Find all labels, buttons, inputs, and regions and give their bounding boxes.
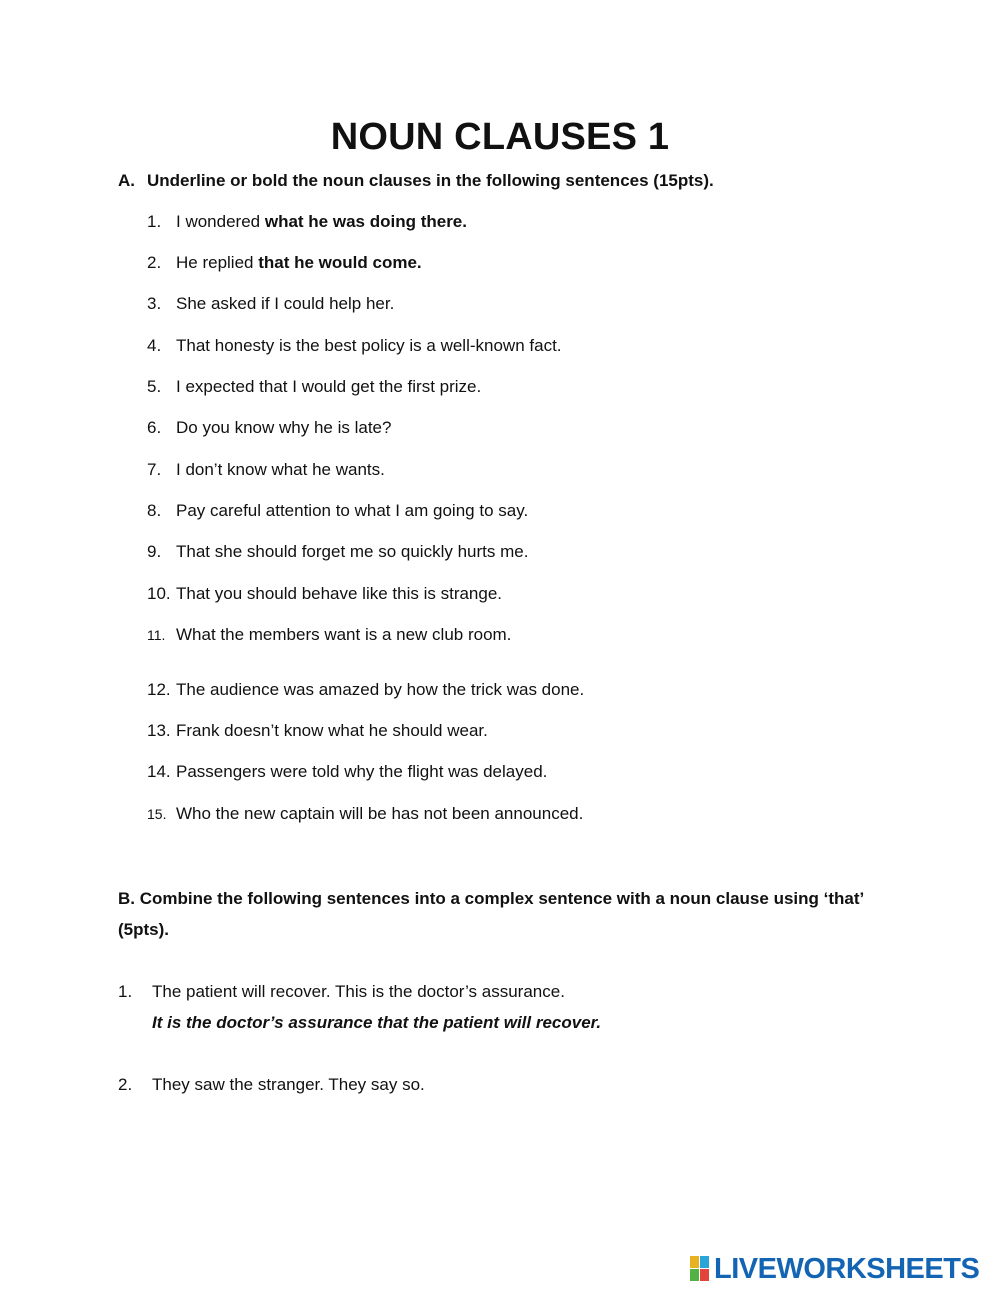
section-a-item [147, 460, 385, 480]
sentence-text[interactable]: Pay careful attention to what I am going to say. [176, 501, 529, 520]
item-number: 1. [147, 212, 162, 231]
item-number: 11. [147, 627, 166, 643]
item-number: 13. [147, 721, 171, 740]
section-a-item [147, 762, 547, 782]
section-a-item [147, 501, 528, 521]
sentence-text[interactable]: Who the new captain will be has not been announced. [176, 804, 584, 823]
section-a-item [147, 336, 562, 356]
sentence-text[interactable]: Do you know why he is late? [176, 418, 392, 437]
answer-text[interactable]: It is the doctor’s assurance that the patient will recover. [152, 1013, 602, 1032]
section-a-item [147, 680, 584, 700]
item-number: 2. [118, 1075, 133, 1094]
sentence-text[interactable]: I wondered [176, 212, 265, 231]
noun-clause-bold[interactable]: that he would come. [258, 253, 422, 272]
item-number: 10. [147, 584, 171, 603]
page-title: NOUN CLAUSES 1 [330, 116, 670, 158]
sentence-text[interactable]: That honesty is the best policy is a well-known fact. [176, 336, 562, 355]
sentence-text[interactable]: I don’t know what he wants. [176, 460, 385, 479]
section-b-item [118, 1075, 425, 1095]
section-b-heading: B. Combine the following sentences into a complex sentence with a noun clause using ‘that’ (5pts). [118, 889, 864, 939]
section-a-heading [118, 171, 714, 191]
section-a-item [147, 418, 391, 438]
sentence-text[interactable]: She asked if I could help her. [176, 294, 395, 313]
item-number: 6. [147, 418, 162, 437]
section-a-item [147, 721, 488, 741]
sentence-text[interactable]: What the members want is a new club room. [176, 625, 512, 644]
sentence-text[interactable]: That you should behave like this is strange. [176, 584, 503, 603]
item-number: 2. [147, 253, 162, 272]
item-number: 8. [147, 501, 162, 520]
section-a-item [147, 625, 511, 645]
sentence-text[interactable]: I expected that I would get the first prize. [176, 377, 482, 396]
section-a-item [147, 377, 481, 397]
item-number: 1. [118, 982, 133, 1001]
item-number: 4. [147, 336, 162, 355]
noun-clause-bold[interactable]: what he was doing there. [264, 212, 467, 231]
section-b-item [118, 982, 565, 1002]
sentence-text[interactable]: He replied [176, 253, 259, 272]
item-number: 5. [147, 377, 162, 396]
section-a-item [147, 253, 422, 273]
sentence-text[interactable]: Frank doesn’t know what he should wear. [176, 721, 488, 740]
section-a-item [147, 584, 502, 604]
item-number: 7. [147, 460, 162, 479]
sentence-text[interactable]: Passengers were told why the flight was delayed. [176, 762, 548, 781]
liveworksheets-logo[interactable] [690, 1253, 979, 1285]
section-a-item [147, 212, 467, 232]
item-number: 3. [147, 294, 162, 313]
section-a-item [147, 294, 394, 314]
section-a-instructions: Underline or bold the noun clauses in the following sentences (15pts). [147, 171, 714, 190]
sentence-text[interactable]: That she should forget me so quickly hurts me. [176, 542, 529, 561]
section-a-item [147, 542, 528, 562]
logo-text: LIVEWORKSHEETS [714, 1252, 980, 1285]
liveworksheets-logo-icon [690, 1256, 710, 1282]
item-number: 14. [147, 762, 171, 781]
section-a-letter: A. [118, 171, 135, 190]
item-number: 15. [147, 806, 167, 822]
item-text: They saw the stranger. They say so. [152, 1075, 425, 1094]
item-number: 9. [147, 542, 162, 561]
item-number: 12. [147, 680, 171, 699]
section-a-item [147, 804, 583, 824]
sentence-text[interactable]: The audience was amazed by how the trick was done. [176, 680, 585, 699]
item-text: The patient will recover. This is the doctor’s assurance. [152, 982, 565, 1001]
